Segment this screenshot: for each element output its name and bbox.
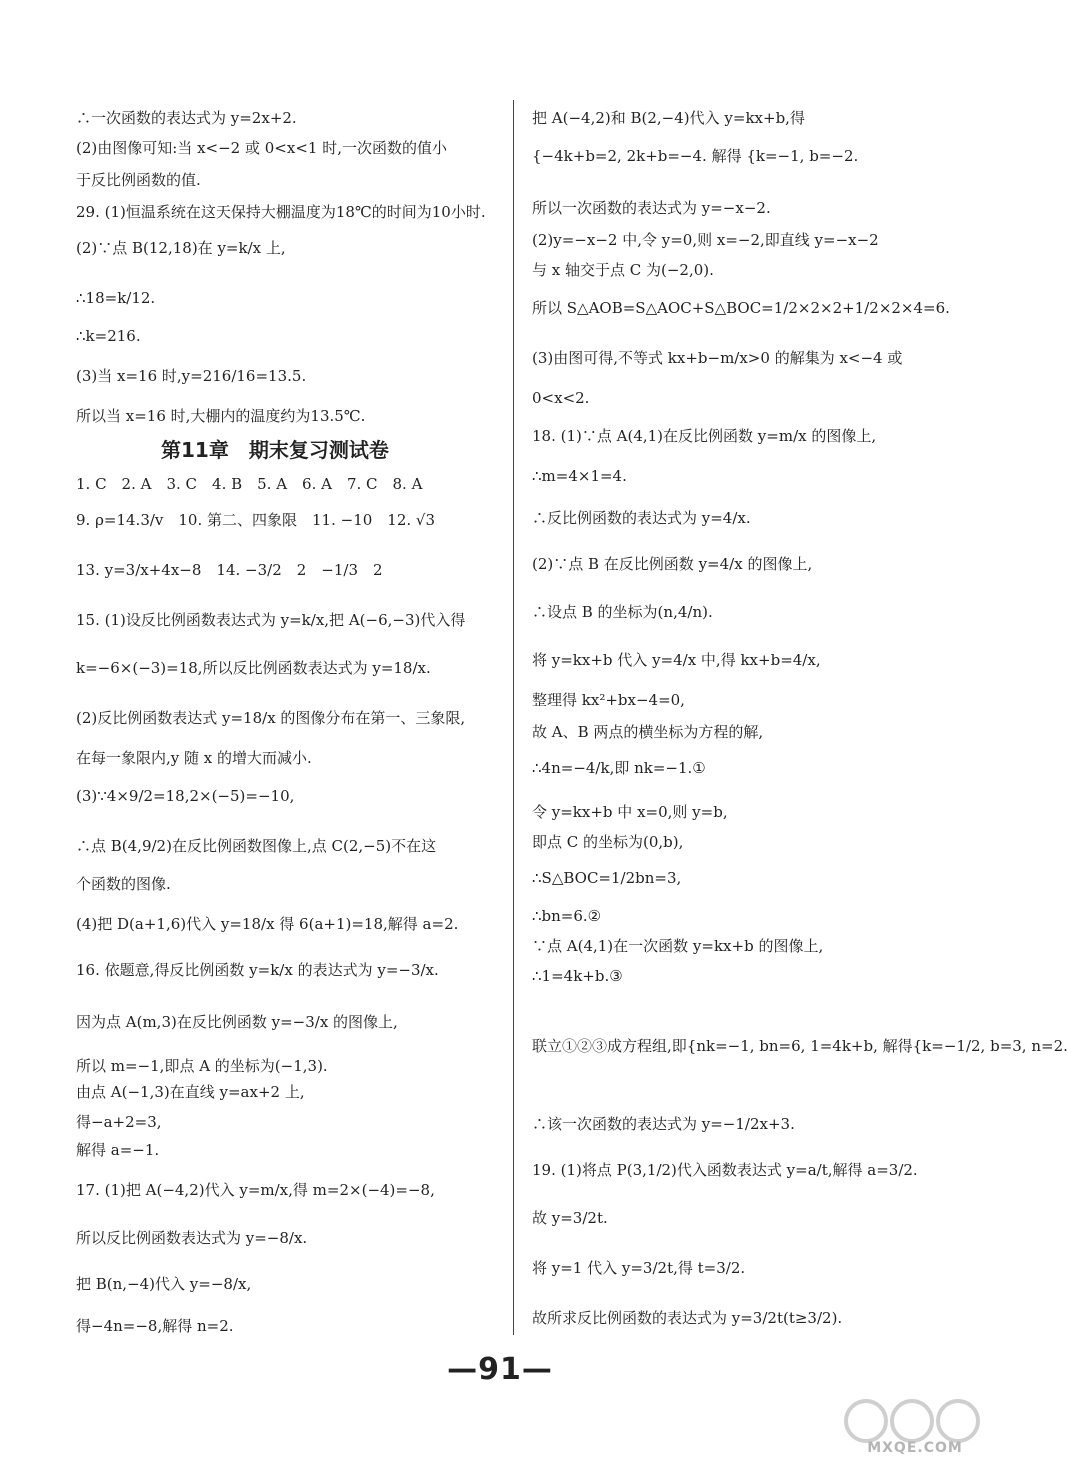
answer-line: ∴1=4k+b.③ [532,967,623,985]
answer-line: ∴设点 B 的坐标为(n,4/n). [532,603,713,621]
chapter-title: 第11章 期末复习测试卷 [161,438,389,462]
answer-line: 个函数的图像. [76,875,171,893]
answer-line: 令 y=kx+b 中 x=0,则 y=b, [532,803,728,821]
answer-line: 13. y=3/x+4x−8 14. −3/2 2 −1/3 2 [76,561,383,579]
watermark-text: MXQE.COM [867,1440,963,1456]
answer-line: 故 y=3/2t. [532,1209,608,1227]
answer-line: (3)当 x=16 时,y=216/16=13.5. [76,367,307,385]
answer-line: (2)y=−x−2 中,令 y=0,则 x=−2,即直线 y=−x−2 [532,231,879,249]
answer-line: 17. (1)把 A(−4,2)代入 y=m/x,得 m=2×(−4)=−8, [76,1181,435,1199]
answer-line: (2)由图像可知:当 x<−2 或 0<x<1 时,一次函数的值小 [76,139,447,157]
answer-line: 把 B(n,−4)代入 y=−8/x, [76,1275,252,1293]
answer-line: ∴18=k/12. [76,289,156,307]
answer-line: ∴该一次函数的表达式为 y=−1/2x+3. [532,1115,795,1133]
answer-line: 1. C 2. A 3. C 4. B 5. A 6. A 7. C 8. A [76,475,423,493]
answer-line: 18. (1)∵点 A(4,1)在反比例函数 y=m/x 的图像上, [532,427,877,445]
column-divider [513,100,514,1335]
answer-line: 联立①②③成方程组,即{nk=−1, bn=6, 1=4k+b, 解得{k=−1/2, b=3, n=2. [532,1037,1068,1055]
answer-line: ∵点 A(4,1)在一次函数 y=kx+b 的图像上, [532,937,824,955]
answer-line: 将 y=kx+b 代入 y=4/x 中,得 kx+b=4/x, [532,651,821,669]
answer-line: ∴S△BOC=1/2bn=3, [532,869,682,887]
answer-line: 因为点 A(m,3)在反比例函数 y=−3/x 的图像上, [76,1013,398,1031]
answer-line: 即点 C 的坐标为(0,b), [532,833,684,851]
answer-line: 所以反比例函数表达式为 y=−8/x. [76,1229,308,1247]
answer-line: 与 x 轴交于点 C 为(−2,0). [532,261,714,279]
answer-line: 由点 A(−1,3)在直线 y=ax+2 上, [76,1083,305,1101]
answer-line: 所以 S△AOB=S△AOC+S△BOC=1/2×2×2+1/2×2×4=6. [532,299,950,317]
answer-line: k=−6×(−3)=18,所以反比例函数表达式为 y=18/x. [76,659,431,677]
answer-line: 15. (1)设反比例函数表达式为 y=k/x,把 A(−6,−3)代入得 [76,611,466,629]
answer-line: 整理得 kx²+bx−4=0, [532,691,685,709]
answer-line: ∴m=4×1=4. [532,467,627,485]
answer-line: ∴4n=−4/k,即 nk=−1.① [532,759,706,777]
answer-line: 0<x<2. [532,389,590,407]
answer-line: ∴反比例函数的表达式为 y=4/x. [532,509,751,527]
answer-line: 所以当 x=16 时,大棚内的温度约为13.5℃. [76,407,366,425]
answer-line: ∴一次函数的表达式为 y=2x+2. [76,109,297,127]
answer-line: 得−4n=−8,解得 n=2. [76,1317,234,1335]
answer-line: (3)∵4×9/2=18,2×(−5)=−10, [76,787,295,805]
answer-line: 将 y=1 代入 y=3/2t,得 t=3/2. [532,1259,746,1277]
answer-line: ∴bn=6.② [532,907,602,925]
answer-line: 于反比例函数的值. [76,171,201,189]
answer-line: 29. (1)恒温系统在这天保持大棚温度为18℃的时间为10小时. [76,203,486,221]
answer-line: 解得 a=−1. [76,1141,160,1159]
answer-line: (4)把 D(a+1,6)代入 y=18/x 得 6(a+1)=18,解得 a=2. [76,915,459,933]
answer-line: (2)∵点 B(12,18)在 y=k/x 上, [76,239,286,257]
answer-line: {−4k+b=2, 2k+b=−4. 解得 {k=−1, b=−2. [532,147,859,165]
answer-line: (2)反比例函数表达式 y=18/x 的图像分布在第一、三象限, [76,709,466,727]
answer-line: 得−a+2=3, [76,1113,162,1131]
answer-line: ∴k=216. [76,327,141,345]
page-number: —91— [447,1352,553,1387]
answer-line: 把 A(−4,2)和 B(2,−4)代入 y=kx+b,得 [532,109,805,127]
answer-line: 所以 m=−1,即点 A 的坐标为(−1,3). [76,1057,328,1075]
answer-line: 9. ρ=14.3/v 10. 第二、四象限 11. −10 12. √3 [76,511,436,529]
answer-line: 在每一象限内,y 随 x 的增大而减小. [76,749,312,767]
answer-line: 故所求反比例函数的表达式为 y=3/2t(t≥3/2). [532,1309,843,1327]
answer-line: 故 A、B 两点的横坐标为方程的解, [532,723,764,741]
answer-line: (3)由图可得,不等式 kx+b−m/x>0 的解集为 x<−4 或 [532,349,903,367]
answer-line: 所以一次函数的表达式为 y=−x−2. [532,199,771,217]
answer-line: (2)∵点 B 在反比例函数 y=4/x 的图像上, [532,555,813,573]
answer-line: 19. (1)将点 P(3,1/2)代入函数表达式 y=a/t,解得 a=3/2. [532,1161,918,1179]
answer-line: 16. 依题意,得反比例函数 y=k/x 的表达式为 y=−3/x. [76,961,439,979]
answer-line: ∴点 B(4,9/2)在反比例函数图像上,点 C(2,−5)不在这 [76,837,437,855]
